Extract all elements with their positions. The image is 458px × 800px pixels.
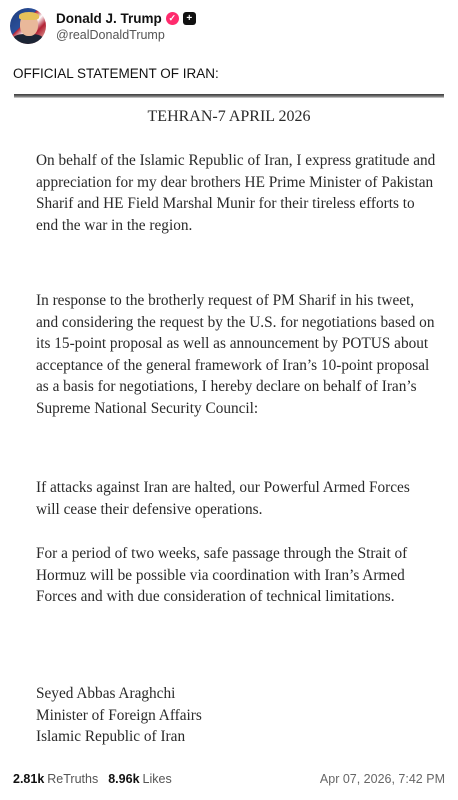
avatar-hair [19, 12, 39, 20]
post-text: OFFICIAL STATEMENT OF IRAN: [13, 66, 219, 81]
statement-top-border [14, 94, 444, 98]
user-identity [56, 10, 196, 42]
display-name[interactable]: Donald J. Trump [56, 11, 162, 26]
statement-paragraph-1: On behalf of the Islamic Republic of Iran, I express gratitude and appreciation for my dear brothers HE Prime Minister of Pakistan Sharif and HE Field Marshal Munir for their tireless efforts to end the war in the region. [36, 152, 436, 234]
statement-signature [36, 683, 436, 748]
retruths-label: ReTruths [47, 772, 99, 786]
post-footer [13, 772, 445, 786]
signature-org: Islamic Republic of Iran [36, 728, 186, 745]
avatar[interactable] [10, 8, 46, 44]
statement-paragraph-4: For a period of two weeks, safe passage through the Strait of Hormuz will be possible via coordination with Iran’s Armed Forces and with due consideration of technical limitations. [36, 545, 408, 605]
likes-stat[interactable] [108, 772, 171, 786]
retruths-stat[interactable] [13, 772, 98, 786]
post-header [10, 8, 450, 44]
statement-paragraph-2: In response to the brotherly request of PM Sharif in his tweet, and considering the request by the U.S. for negotiations based on its 15-point proposal as well as announcement by POTUS about acceptance of the general framework of Iran’s 10-point proposal as a basis for negotiations, I hereby declare on behalf of Iran’s Supreme National Security Council: [36, 292, 435, 417]
likes-count: 8.96k [108, 772, 140, 786]
statement-paragraph-3: If attacks against Iran are halted, our Powerful Armed Forces will cease their defensive operations. [36, 479, 410, 518]
statement-image[interactable] [14, 94, 444, 760]
likes-label: Likes [142, 772, 172, 786]
user-handle[interactable]: @realDonaldTrump [56, 28, 165, 42]
retruths-count: 2.81k [13, 772, 45, 786]
name-row [56, 10, 196, 27]
signature-name: Seyed Abbas Araghchi [36, 685, 176, 702]
verified-badge-icon: ✓ [166, 12, 179, 25]
plus-badge-icon: + [183, 12, 196, 25]
signature-title: Minister of Foreign Affairs [36, 706, 202, 724]
statement-dateline: TEHRAN-7 APRIL 2026 [147, 108, 311, 125]
post-timestamp[interactable]: Apr 07, 2026, 7:42 PM [319, 772, 445, 786]
